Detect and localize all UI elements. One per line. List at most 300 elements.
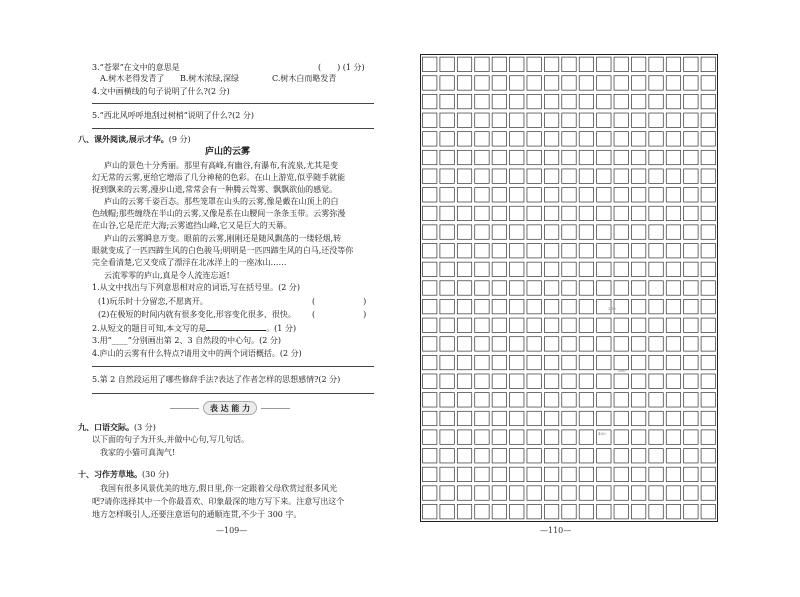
grid-cell[interactable]	[423, 486, 437, 500]
grid-cell[interactable]	[614, 430, 628, 444]
grid-cell[interactable]	[684, 393, 698, 407]
grid-cell[interactable]	[423, 206, 437, 220]
grid-cell[interactable]	[562, 188, 576, 202]
grid-cell[interactable]	[649, 225, 663, 239]
grid-cell[interactable]	[423, 374, 437, 388]
grid-cell[interactable]	[457, 262, 471, 276]
grid-cell[interactable]	[544, 76, 558, 90]
grid-cell[interactable]	[492, 262, 506, 276]
grid-cell[interactable]	[440, 76, 454, 90]
grid-cell[interactable]	[631, 337, 645, 351]
grid-cell[interactable]	[423, 76, 437, 90]
grid-cell[interactable]	[492, 132, 506, 146]
grid-cell[interactable]	[562, 449, 576, 463]
grid-cell[interactable]	[475, 150, 489, 164]
grid-cell[interactable]	[527, 57, 541, 71]
grid-cell[interactable]	[457, 467, 471, 481]
grid-cell[interactable]	[423, 393, 437, 407]
grid-cell[interactable]	[562, 337, 576, 351]
grid-cell[interactable]	[631, 57, 645, 71]
grid-cell[interactable]	[492, 57, 506, 71]
grid-cell[interactable]	[579, 318, 593, 332]
grid-cell[interactable]	[597, 113, 611, 127]
grid-cell[interactable]	[527, 411, 541, 425]
grid-cell[interactable]	[684, 374, 698, 388]
grid-cell[interactable]	[544, 393, 558, 407]
grid-cell[interactable]	[492, 374, 506, 388]
grid-cell[interactable]	[492, 393, 506, 407]
grid-cell[interactable]	[631, 206, 645, 220]
grid-cell[interactable]	[562, 374, 576, 388]
grid-cell[interactable]	[614, 262, 628, 276]
s8-q2-blank[interactable]	[206, 322, 266, 331]
grid-cell[interactable]	[597, 262, 611, 276]
grid-cell[interactable]	[475, 132, 489, 146]
grid-cell[interactable]	[649, 76, 663, 90]
grid-cell[interactable]	[440, 299, 454, 313]
grid-cell[interactable]	[614, 169, 628, 183]
grid-cell[interactable]	[423, 467, 437, 481]
grid-cell[interactable]	[527, 374, 541, 388]
grid-cell[interactable]	[440, 94, 454, 108]
grid-cell[interactable]	[701, 318, 715, 332]
grid-cell[interactable]	[649, 504, 663, 518]
grid-cell[interactable]	[666, 57, 680, 71]
grid-cell[interactable]	[631, 281, 645, 295]
grid-cell[interactable]	[579, 299, 593, 313]
grid-cell[interactable]	[440, 355, 454, 369]
grid-cell[interactable]	[562, 94, 576, 108]
grid-cell[interactable]	[614, 206, 628, 220]
grid-cell[interactable]	[562, 57, 576, 71]
grid-cell[interactable]	[440, 169, 454, 183]
grid-cell[interactable]	[597, 169, 611, 183]
grid-cell[interactable]	[701, 430, 715, 444]
grid-cell[interactable]	[457, 411, 471, 425]
grid-cell[interactable]	[510, 132, 524, 146]
grid-cell[interactable]	[510, 374, 524, 388]
grid-cell[interactable]	[631, 318, 645, 332]
grid-cell[interactable]	[510, 188, 524, 202]
grid-cell[interactable]	[579, 430, 593, 444]
q3-answer-paren[interactable]: ( ) (1 分)	[318, 63, 365, 72]
grid-cell[interactable]	[562, 113, 576, 127]
grid-cell[interactable]	[579, 504, 593, 518]
grid-cell[interactable]	[562, 318, 576, 332]
grid-cell[interactable]	[614, 467, 628, 481]
grid-cell[interactable]	[597, 355, 611, 369]
grid-cell[interactable]	[423, 299, 437, 313]
grid-cell[interactable]	[614, 449, 628, 463]
grid-cell[interactable]	[684, 57, 698, 71]
grid-cell[interactable]	[649, 94, 663, 108]
grid-cell[interactable]	[614, 318, 628, 332]
grid-cell[interactable]	[544, 225, 558, 239]
grid-cell[interactable]	[701, 355, 715, 369]
grid-cell[interactable]	[492, 150, 506, 164]
grid-cell[interactable]	[492, 94, 506, 108]
grid-cell[interactable]	[562, 430, 576, 444]
grid-cell[interactable]	[579, 486, 593, 500]
grid-cell[interactable]	[544, 132, 558, 146]
grid-cell[interactable]	[562, 411, 576, 425]
grid-cell[interactable]	[562, 244, 576, 258]
grid-cell[interactable]	[666, 355, 680, 369]
grid-cell[interactable]	[475, 374, 489, 388]
grid-cell[interactable]	[649, 150, 663, 164]
grid-cell[interactable]	[701, 150, 715, 164]
grid-cell[interactable]	[510, 281, 524, 295]
grid-cell[interactable]	[475, 430, 489, 444]
grid-cell[interactable]	[649, 188, 663, 202]
grid-cell[interactable]	[457, 57, 471, 71]
grid-cell[interactable]	[423, 355, 437, 369]
grid-cell[interactable]	[510, 337, 524, 351]
grid-cell[interactable]	[631, 94, 645, 108]
grid-cell[interactable]	[544, 467, 558, 481]
grid-cell[interactable]	[562, 225, 576, 239]
grid-cell[interactable]	[614, 281, 628, 295]
grid-cell[interactable]	[510, 430, 524, 444]
grid-cell[interactable]	[614, 337, 628, 351]
grid-cell[interactable]	[544, 449, 558, 463]
grid-cell[interactable]	[649, 299, 663, 313]
grid-cell[interactable]	[492, 430, 506, 444]
grid-cell[interactable]	[544, 299, 558, 313]
grid-cell[interactable]	[649, 206, 663, 220]
grid-cell[interactable]	[440, 430, 454, 444]
grid-cell[interactable]	[562, 299, 576, 313]
grid-cell[interactable]	[614, 504, 628, 518]
grid-cell[interactable]	[666, 337, 680, 351]
grid-cell[interactable]	[562, 467, 576, 481]
grid-cell[interactable]	[684, 94, 698, 108]
grid-cell[interactable]	[649, 57, 663, 71]
grid-cell[interactable]	[510, 150, 524, 164]
grid-cell[interactable]	[597, 467, 611, 481]
grid-cell[interactable]	[649, 374, 663, 388]
grid-cell[interactable]	[666, 318, 680, 332]
grid-cell[interactable]	[579, 76, 593, 90]
grid-cell[interactable]	[510, 94, 524, 108]
grid-cell[interactable]	[631, 188, 645, 202]
grid-cell[interactable]	[475, 355, 489, 369]
grid-cell[interactable]	[527, 318, 541, 332]
grid-cell[interactable]	[701, 449, 715, 463]
grid-cell[interactable]	[457, 281, 471, 295]
grid-cell[interactable]	[562, 486, 576, 500]
grid-cell[interactable]	[457, 337, 471, 351]
grid-cell[interactable]	[631, 430, 645, 444]
grid-cell[interactable]	[666, 449, 680, 463]
grid-cell[interactable]	[475, 57, 489, 71]
s8-q1-1-answer[interactable]: ( )	[312, 297, 367, 306]
grid-cell[interactable]	[666, 299, 680, 313]
s8-q4-answer-line[interactable]	[92, 366, 374, 367]
grid-cell[interactable]	[614, 113, 628, 127]
grid-cell[interactable]	[701, 225, 715, 239]
grid-cell[interactable]	[631, 262, 645, 276]
grid-cell[interactable]	[614, 225, 628, 239]
grid-cell[interactable]	[684, 76, 698, 90]
grid-cell[interactable]	[475, 467, 489, 481]
grid-cell[interactable]	[666, 132, 680, 146]
grid-cell[interactable]	[649, 467, 663, 481]
grid-cell[interactable]	[597, 57, 611, 71]
grid-cell[interactable]	[457, 486, 471, 500]
grid-cell[interactable]	[475, 206, 489, 220]
grid-cell[interactable]	[527, 169, 541, 183]
grid-cell[interactable]	[614, 299, 628, 313]
grid-cell[interactable]	[527, 132, 541, 146]
grid-cell[interactable]	[666, 281, 680, 295]
grid-cell[interactable]	[597, 393, 611, 407]
grid-cell[interactable]	[492, 281, 506, 295]
grid-cell[interactable]	[649, 355, 663, 369]
grid-cell[interactable]	[701, 281, 715, 295]
grid-cell[interactable]	[475, 337, 489, 351]
grid-cell[interactable]	[440, 337, 454, 351]
grid-cell[interactable]	[631, 244, 645, 258]
grid-cell[interactable]	[666, 411, 680, 425]
grid-cell[interactable]	[527, 244, 541, 258]
grid-cell[interactable]	[510, 113, 524, 127]
grid-cell[interactable]	[684, 504, 698, 518]
grid-cell[interactable]	[684, 467, 698, 481]
grid-cell[interactable]	[544, 504, 558, 518]
grid-cell[interactable]	[492, 504, 506, 518]
grid-cell[interactable]	[562, 355, 576, 369]
grid-cell[interactable]	[423, 113, 437, 127]
grid-cell[interactable]	[666, 188, 680, 202]
grid-cell[interactable]	[457, 169, 471, 183]
grid-cell[interactable]	[579, 262, 593, 276]
grid-cell[interactable]	[597, 318, 611, 332]
grid-cell[interactable]	[597, 76, 611, 90]
grid-cell[interactable]	[666, 504, 680, 518]
grid-cell[interactable]	[631, 486, 645, 500]
grid-cell[interactable]	[701, 132, 715, 146]
grid-cell[interactable]	[597, 449, 611, 463]
grid-cell[interactable]	[423, 57, 437, 71]
grid-cell[interactable]	[597, 94, 611, 108]
grid-cell[interactable]	[666, 76, 680, 90]
grid-cell[interactable]	[423, 318, 437, 332]
grid-cell[interactable]	[440, 374, 454, 388]
grid-cell[interactable]	[527, 150, 541, 164]
grid-cell[interactable]	[597, 337, 611, 351]
grid-cell[interactable]	[527, 299, 541, 313]
grid-cell[interactable]	[701, 467, 715, 481]
grid-cell[interactable]	[562, 150, 576, 164]
grid-cell[interactable]	[475, 411, 489, 425]
grid-cell[interactable]	[423, 411, 437, 425]
grid-cell[interactable]	[597, 188, 611, 202]
grid-cell[interactable]	[544, 374, 558, 388]
grid-cell[interactable]	[614, 76, 628, 90]
grid-cell[interactable]	[631, 132, 645, 146]
grid-cell[interactable]	[631, 411, 645, 425]
grid-cell[interactable]	[423, 504, 437, 518]
grid-cell[interactable]	[649, 318, 663, 332]
grid-cell[interactable]	[544, 150, 558, 164]
grid-cell[interactable]	[649, 244, 663, 258]
grid-cell[interactable]	[492, 113, 506, 127]
grid-cell[interactable]	[492, 467, 506, 481]
grid-cell[interactable]	[666, 206, 680, 220]
grid-cell[interactable]	[492, 299, 506, 313]
grid-cell[interactable]	[457, 188, 471, 202]
grid-cell[interactable]	[562, 76, 576, 90]
grid-cell[interactable]	[597, 374, 611, 388]
grid-cell[interactable]	[684, 299, 698, 313]
grid-cell[interactable]	[649, 132, 663, 146]
grid-cell[interactable]	[597, 411, 611, 425]
grid-cell[interactable]	[457, 355, 471, 369]
grid-cell[interactable]	[666, 244, 680, 258]
grid-cell[interactable]	[614, 411, 628, 425]
grid-cell[interactable]	[579, 169, 593, 183]
grid-cell[interactable]	[423, 188, 437, 202]
grid-cell[interactable]	[684, 449, 698, 463]
grid-cell[interactable]	[614, 374, 628, 388]
grid-cell[interactable]	[631, 169, 645, 183]
grid-cell[interactable]	[457, 430, 471, 444]
grid-cell[interactable]	[440, 393, 454, 407]
grid-cell[interactable]	[701, 169, 715, 183]
grid-cell[interactable]	[666, 467, 680, 481]
grid-cell[interactable]	[423, 94, 437, 108]
grid-cell[interactable]	[544, 337, 558, 351]
grid-cell[interactable]	[510, 486, 524, 500]
grid-cell[interactable]	[684, 355, 698, 369]
grid-cell[interactable]	[527, 206, 541, 220]
grid-cell[interactable]	[684, 486, 698, 500]
grid-cell[interactable]	[684, 225, 698, 239]
grid-cell[interactable]	[423, 244, 437, 258]
grid-cell[interactable]	[684, 169, 698, 183]
grid-cell[interactable]	[492, 244, 506, 258]
grid-cell[interactable]	[544, 486, 558, 500]
grid-cell[interactable]	[631, 449, 645, 463]
grid-cell[interactable]	[475, 169, 489, 183]
s8-q5-answer-line[interactable]	[92, 393, 374, 394]
grid-cell[interactable]	[423, 150, 437, 164]
grid-cell[interactable]	[544, 188, 558, 202]
grid-cell[interactable]	[649, 169, 663, 183]
grid-cell[interactable]	[423, 225, 437, 239]
grid-cell[interactable]	[701, 486, 715, 500]
s8-q1-2-answer[interactable]: ( )	[312, 310, 367, 319]
grid-cell[interactable]	[527, 188, 541, 202]
grid-cell[interactable]	[597, 206, 611, 220]
grid-cell[interactable]	[562, 132, 576, 146]
grid-cell[interactable]	[440, 467, 454, 481]
grid-cell[interactable]	[631, 225, 645, 239]
grid-cell[interactable]	[544, 355, 558, 369]
grid-cell[interactable]	[527, 94, 541, 108]
grid-cell[interactable]	[510, 262, 524, 276]
grid-cell[interactable]	[701, 57, 715, 71]
grid-cell[interactable]	[440, 486, 454, 500]
grid-cell[interactable]	[510, 57, 524, 71]
grid-cell[interactable]	[544, 94, 558, 108]
grid-cell[interactable]	[562, 281, 576, 295]
grid-cell[interactable]	[440, 150, 454, 164]
grid-cell[interactable]	[492, 76, 506, 90]
grid-cell[interactable]	[684, 244, 698, 258]
grid-cell[interactable]	[666, 486, 680, 500]
grid-cell[interactable]	[544, 169, 558, 183]
grid-cell[interactable]	[492, 225, 506, 239]
grid-cell[interactable]	[579, 374, 593, 388]
grid-cell[interactable]	[562, 206, 576, 220]
grid-cell[interactable]	[423, 430, 437, 444]
grid-cell[interactable]	[492, 486, 506, 500]
grid-cell[interactable]	[649, 411, 663, 425]
grid-cell[interactable]	[440, 244, 454, 258]
grid-cell[interactable]	[510, 467, 524, 481]
grid-cell[interactable]	[510, 504, 524, 518]
grid-cell[interactable]	[423, 262, 437, 276]
grid-cell[interactable]	[597, 486, 611, 500]
grid-cell[interactable]	[631, 150, 645, 164]
grid-cell[interactable]	[631, 393, 645, 407]
grid-cell[interactable]	[579, 225, 593, 239]
grid-cell[interactable]	[510, 169, 524, 183]
grid-cell[interactable]	[701, 244, 715, 258]
grid-cell[interactable]	[701, 262, 715, 276]
grid-cell[interactable]	[684, 337, 698, 351]
grid-cell[interactable]	[701, 393, 715, 407]
grid-cell[interactable]	[475, 262, 489, 276]
grid-cell[interactable]	[579, 281, 593, 295]
grid-cell[interactable]	[423, 169, 437, 183]
grid-cell[interactable]	[684, 318, 698, 332]
grid-cell[interactable]	[701, 411, 715, 425]
grid-cell[interactable]	[475, 76, 489, 90]
grid-cell[interactable]	[475, 299, 489, 313]
grid-cell[interactable]	[475, 244, 489, 258]
grid-cell[interactable]	[701, 299, 715, 313]
grid-cell[interactable]	[527, 467, 541, 481]
grid-cell[interactable]	[457, 504, 471, 518]
grid-cell[interactable]	[631, 76, 645, 90]
grid-cell[interactable]	[631, 374, 645, 388]
grid-cell[interactable]	[510, 411, 524, 425]
grid-cell[interactable]	[666, 262, 680, 276]
grid-cell[interactable]	[440, 188, 454, 202]
grid-cell[interactable]	[684, 206, 698, 220]
grid-cell[interactable]	[457, 299, 471, 313]
grid-cell[interactable]	[614, 244, 628, 258]
grid-cell[interactable]	[631, 504, 645, 518]
grid-cell[interactable]	[510, 206, 524, 220]
grid-cell[interactable]	[631, 299, 645, 313]
grid-cell[interactable]	[684, 281, 698, 295]
grid-cell[interactable]	[701, 206, 715, 220]
grid-cell[interactable]	[457, 113, 471, 127]
grid-cell[interactable]	[440, 504, 454, 518]
grid-cell[interactable]	[423, 132, 437, 146]
grid-cell[interactable]	[440, 411, 454, 425]
grid-cell[interactable]	[579, 94, 593, 108]
grid-cell[interactable]	[544, 281, 558, 295]
grid-cell[interactable]	[684, 113, 698, 127]
grid-cell[interactable]	[579, 57, 593, 71]
writing-grid[interactable]	[420, 54, 718, 522]
grid-cell[interactable]	[684, 132, 698, 146]
